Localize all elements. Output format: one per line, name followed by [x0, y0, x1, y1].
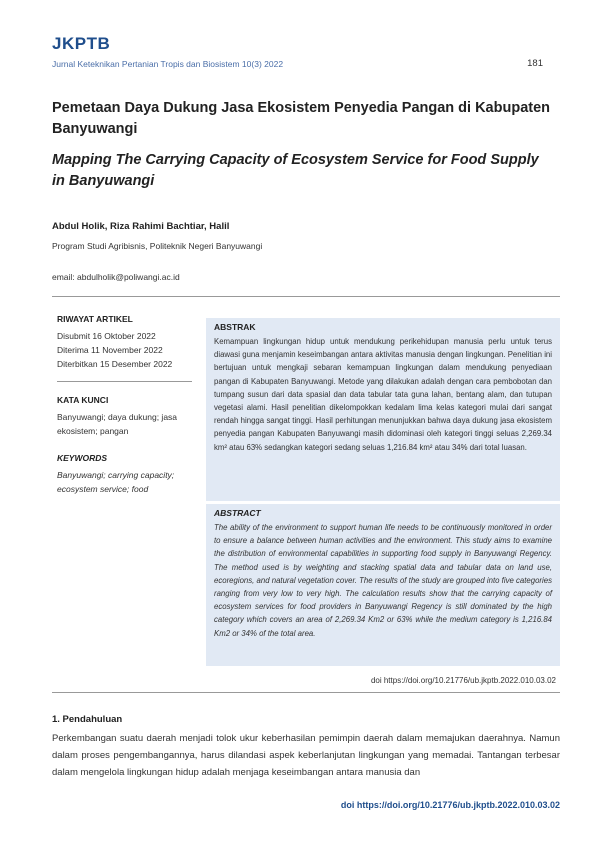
keywords-text: Banyuwangi; carrying capacity; ecosystem service; food [57, 470, 175, 494]
abstract-heading: ABSTRACT [214, 508, 261, 518]
bottom-divider [52, 692, 560, 693]
doi-link-footer[interactable]: doi https://doi.org/10.21776/ub.jkptb.2022.010.03.02 [340, 800, 560, 810]
abstrak-box [206, 318, 560, 501]
authors: Abdul Holik, Riza Rahimi Bachtiar, Halil [52, 221, 230, 232]
page-number: 181 [527, 58, 543, 69]
article-history [57, 312, 197, 371]
keywords [57, 451, 197, 496]
keywords-heading: KEYWORDS [57, 453, 108, 463]
abstrak-heading: ABSTRAK [214, 322, 256, 332]
kata-kunci [57, 393, 197, 438]
side-divider-1 [57, 381, 192, 382]
kata-kunci-text: Banyuwangi; daya dukung; jasa ekosistem; pangan [57, 412, 178, 436]
email: email: abdulholik@poliwangi.ac.id [52, 272, 180, 282]
section-body [52, 730, 560, 781]
top-divider [52, 296, 560, 297]
history-heading: RIWAYAT ARTIKEL [57, 314, 133, 324]
article-title-indonesian: Pemetaan Daya Dukung Jasa Ekosistem Penyedia Pangan di Kabupaten Banyuwangi [52, 100, 551, 137]
doi-link-small[interactable]: doi https://doi.org/10.21776/ub.jkptb.2022.010.03.02 [370, 676, 556, 685]
section-heading: 1. Pendahuluan [52, 714, 123, 725]
abstract-box [206, 504, 560, 666]
history-submitted: Disubmit 16 Oktober 2022 [57, 331, 156, 341]
abstrak-text: Kemampuan lingkungan hidup untuk mendukung perikehidupan manusia perlu untuk terus diawasi guna menjamin keseimbangan antara aktivitas manusia dengan lingkungan. Penelitian ini bertujuan untuk mengkaji sebaran kemampuan lingkungan dalam mendukung penyediaan pangan di Kabupaten Banyuwangi. Metode yang dilakukan adalah dengan cara pembobotan dan tumpang susun dari data spasial dan data tabular tata guna lahan, bentang alam, dan tutupan vegetasi alami. Hasil penelitian dikelompokkan kedalam lima kelas kategori mulai dari sangat rendah hingga sangat tinggi. Hasil perhitungan menunjukkan bahwa daya dukung jasa ekosistem penyedia pangan Kabupaten Banyuwangi masih didominasi oleh kategori tinggi seluas 2,269.34 km² atau 63% sedangkan kategori sedang seluas 1,216.84 km² atau 34% dari total luasan. [214, 337, 552, 452]
kata-kunci-heading: KATA KUNCI [57, 395, 109, 405]
affiliation: Program Studi Agribisnis, Politeknik Negeri Banyuwangi [52, 241, 263, 251]
journal-logo: JKPTB [52, 34, 111, 53]
article-title-english: Mapping The Carrying Capacity of Ecosystem Service for Food Supply in Banyuwangi [52, 152, 539, 189]
section-paragraph: Perkembangan suatu daerah menjadi tolok ukur keberhasilan pemimpin daerah dalam memajukan daerahnya. Namun dalam proses pengembangannya, harus dilandasi aspek keberlanjutan lingkungan yang memadai. Tantangan terbesar dalam mengelola lingkungan hidup adalah menjaga keseimbangan antara manusia dan [52, 733, 560, 778]
journal-name: Jurnal Keteknikan Pertanian Tropis dan Biosistem 10(3) 2022 [52, 59, 284, 69]
history-accepted: Diterima 11 November 2022 [57, 345, 163, 355]
history-published: Diterbitkan 15 Desember 2022 [57, 359, 173, 369]
abstract-text: The ability of the environment to support human life needs to be continuously monitored in order to ensure a balance between human activities and the environment. This study aims to examine the distribution of environmental capabilities in supporting food supply in Banyuwangi Regency. The method used is by weighting and stacking spatial data and tabular data on land use, ecoregions, and natural vegetation cover. The results of the study are grouped into five categories ranging from very low to very high. The calculation results show that the carrying capacity of ecosystem services for food providers in Banyuwangi Regency is still dominated by the high category which covers an area of 2,269.34 Km2 or 63% while the medium category is 1,216.84 Km2 or 34% of the total area. [214, 523, 552, 638]
